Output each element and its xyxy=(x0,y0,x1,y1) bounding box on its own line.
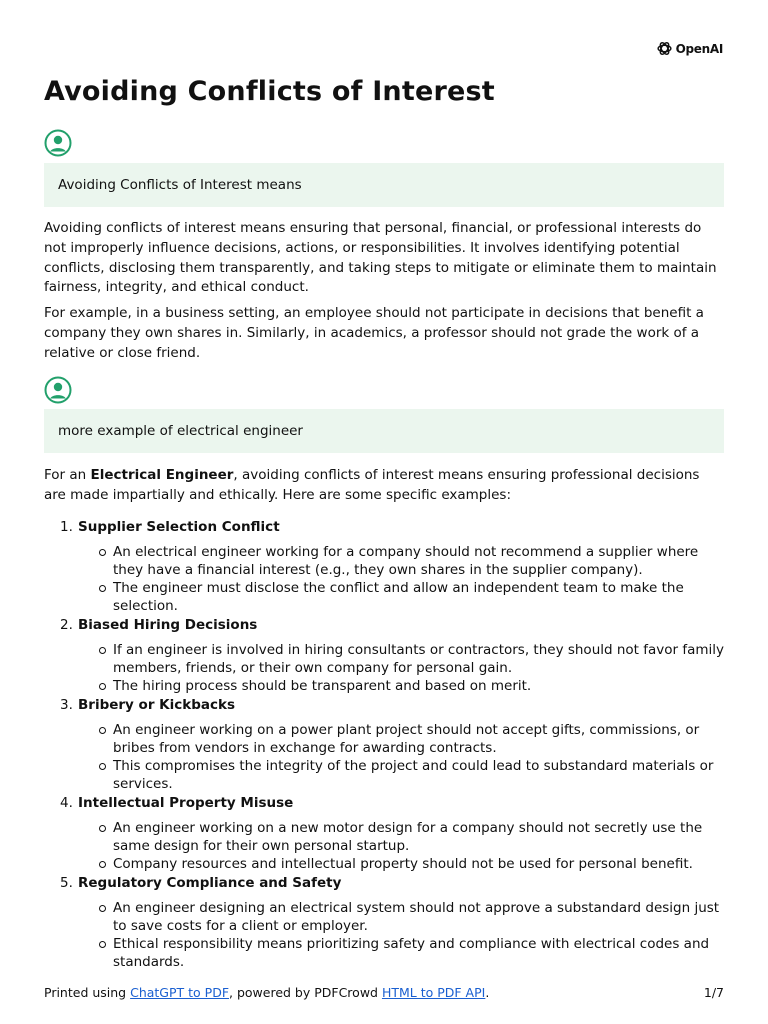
sub-point: If an engineer is involved in hiring consultants or contractors, they should not favor family members, friends, or their own company for personal gain. xyxy=(78,641,728,677)
item-title: Regulatory Compliance and Safety xyxy=(78,875,342,891)
answer-1 xyxy=(44,219,724,370)
sub-point: An engineer working on a power plant project should not accept gifts, commissions, or bribes from vendors in exchange for awarding contracts. xyxy=(78,721,728,757)
answer-paragraph: For example, in a business setting, an employee should not participate in decisions that benefit a company they own shares in. Similarly, in academics, a professor should not grade the work of a relative or close friend. xyxy=(44,305,704,361)
item-title: Intellectual Property Misuse xyxy=(78,795,294,811)
page-title: Avoiding Conflicts of Interest xyxy=(44,76,495,107)
list-item xyxy=(44,696,728,793)
sub-point: The hiring process should be transparent and based on merit. xyxy=(78,677,728,695)
list-item xyxy=(44,794,728,873)
intro-text: For an xyxy=(44,467,91,483)
item-title: Bribery or Kickbacks xyxy=(78,697,236,713)
item-number: 4. xyxy=(60,795,73,811)
sub-point: The engineer must disclose the conflict and allow an independent team to make the selection. xyxy=(78,579,728,615)
answer-paragraph: Avoiding conflicts of interest means ensuring that personal, financial, or professional interests do not improperly influence decisions, actions, or responsibilities. It involves identifying potential conflicts, disclosing them transparently, and taking steps to mitigate or eliminate them to maintain fairness, integrity, and ethical conduct. xyxy=(44,220,717,296)
list-item xyxy=(44,616,728,695)
intro-text: , avoiding conflicts of interest means ensuring professional decisions are made impartially and ethically. Here are some specific examples: xyxy=(44,467,700,503)
item-number: 2. xyxy=(60,617,73,633)
user-prompt-2: more example of electrical engineer xyxy=(44,409,724,453)
chatgpt-to-pdf-link[interactable]: ChatGPT to PDF xyxy=(130,985,230,1000)
html-to-pdf-api-link[interactable]: HTML to PDF API xyxy=(381,985,486,1000)
footer-credit: Printed using ChatGPT to PDF, powered by PDFCrowd HTML to PDF API. xyxy=(44,985,490,1000)
openai-logo xyxy=(656,40,723,57)
item-number: 3. xyxy=(60,697,73,713)
intro-bold: Electrical Engineer xyxy=(90,467,234,483)
openai-knot-icon xyxy=(656,40,673,57)
item-number: 1. xyxy=(60,519,73,535)
sub-point: An engineer designing an electrical system should not approve a substandard design just to save costs for a client or employer. xyxy=(78,899,728,935)
item-title: Biased Hiring Decisions xyxy=(78,617,258,633)
sub-point: An engineer working on a new motor design for a company should not secretly use the same design for their own personal startup. xyxy=(78,819,728,855)
page-number: 1/7 xyxy=(703,985,724,1000)
sub-point: Company resources and intellectual property should not be used for personal benefit. xyxy=(78,855,728,873)
item-title: Supplier Selection Conflict xyxy=(78,519,280,535)
logo-text: OpenAI xyxy=(675,41,723,56)
item-number: 5. xyxy=(60,875,73,891)
list-item xyxy=(44,874,728,971)
user-avatar-icon xyxy=(44,376,72,404)
answer-2-intro xyxy=(44,466,724,512)
sub-point: This compromises the integrity of the project and could lead to substandard materials or services. xyxy=(78,757,728,793)
sub-point: An electrical engineer working for a company should not recommend a supplier where they have a financial interest (e.g., they own shares in the supplier company). xyxy=(78,543,728,579)
user-prompt-1: Avoiding Conflicts of Interest means xyxy=(44,163,724,207)
examples-list xyxy=(44,518,728,972)
user-avatar-icon xyxy=(44,129,72,157)
list-item xyxy=(44,518,728,615)
page-footer xyxy=(44,985,724,1000)
sub-point: Ethical responsibility means prioritizing safety and compliance with electrical codes and standards. xyxy=(78,935,728,971)
